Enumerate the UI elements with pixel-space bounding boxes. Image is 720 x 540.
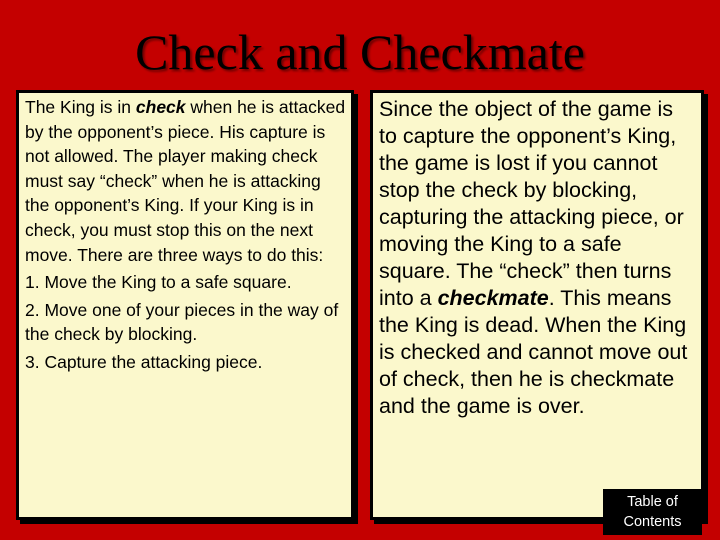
option-move-king: 1. Move the King to a safe square. (25, 272, 292, 293)
right-text-panel (370, 90, 704, 520)
toc-label-line1: Table of (627, 494, 678, 510)
checkmate-text-after: . This means the King is dead. When the King is checked and cannot move out of check, then he is checkmate and the game is over. (379, 286, 688, 418)
checkmate-text-before: Since the object of the game is to capture the opponent’s King, the game is lost if you cannot stop the check by blocking, capturing the attacking piece, or moving the King to a safe square. The “check” then turns into a (379, 97, 684, 310)
check-definition (25, 95, 347, 267)
check-term: check (135, 97, 186, 117)
checkmate-explanation (379, 96, 695, 420)
option-block: 2. Move one of your pieces in the way of the check by blocking. (25, 299, 339, 345)
slide-title: Check and Checkmate (135, 24, 585, 80)
checkmate-term: checkmate (437, 286, 549, 310)
left-text-panel (16, 90, 354, 520)
toc-label-line2: Contents (623, 514, 682, 530)
check-intro-before: The King is in (25, 97, 136, 117)
check-intro-after: when he is attacked by the opponent’s piece. His capture is not allowed. The player making check must say “check” when he is attacking the opponent’s King. If your King is in check, you must stop this on the next move. There are three ways to do this: (25, 97, 346, 265)
table-of-contents-button[interactable] (603, 489, 702, 535)
option-capture: 3. Capture the attacking piece. (25, 351, 263, 372)
